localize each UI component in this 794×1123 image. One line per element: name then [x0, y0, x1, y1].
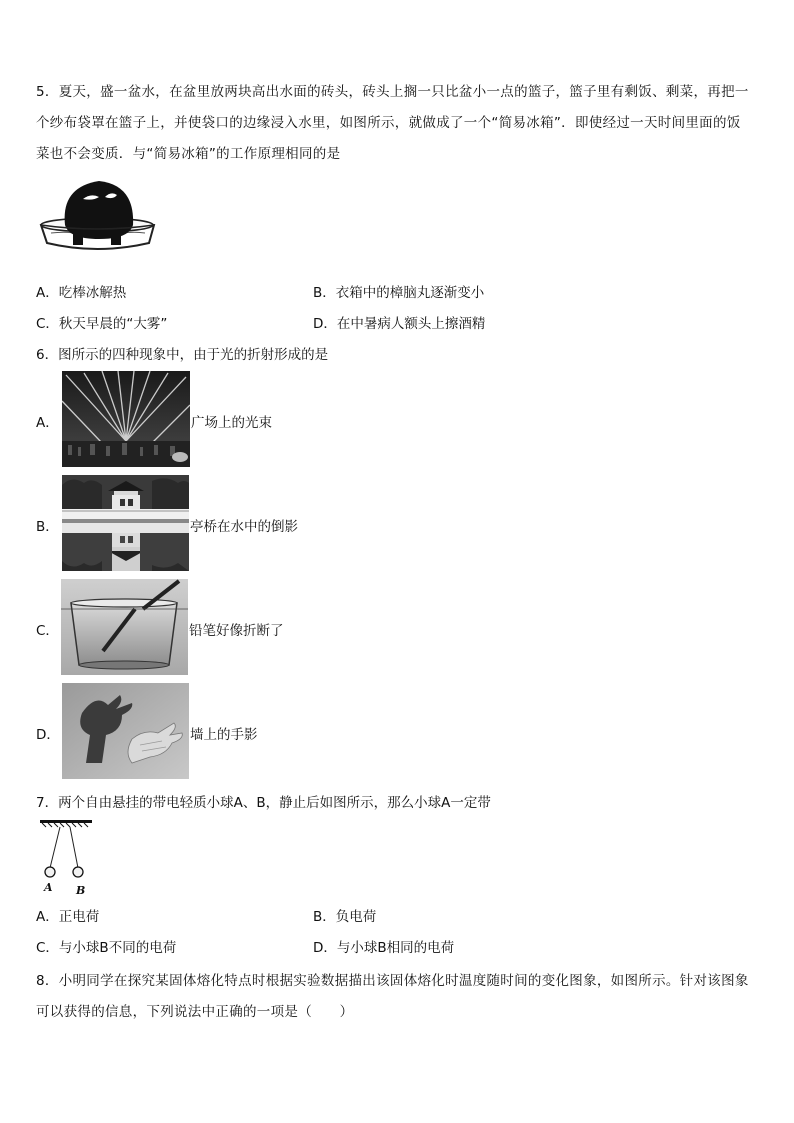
- q6-option-b-caption: 亭桥在水中的倒影: [190, 519, 298, 535]
- question-8-stem: [36, 966, 758, 1028]
- q7-option-d[interactable]: D．与小球B相同的电荷: [313, 940, 455, 956]
- q6-option-d-image[interactable]: [62, 683, 189, 779]
- q7-label-a: A: [44, 881, 53, 894]
- q7-option-b[interactable]: B．负电荷: [313, 909, 377, 925]
- question-7-stem: 7．两个自由悬挂的带电轻质小球A、B，静止后如图所示，那么小球A一定带: [36, 795, 491, 811]
- q6-option-b-letter[interactable]: B．: [36, 519, 59, 535]
- q6-option-a-caption: 广场上的光束: [191, 415, 272, 431]
- q5-line-2: 个纱布袋罩在篮子上，并使袋口的边缘浸入水里，如图所示，就做成了一个“简易冰箱”．即使经过一天时间里面的饭: [36, 115, 741, 131]
- question-6-stem: 6．图所示的四种现象中，由于光的折射形成的是: [36, 347, 329, 363]
- q6-option-c-caption: 铅笔好像折断了: [189, 623, 284, 639]
- q6-option-c-image[interactable]: [61, 579, 188, 675]
- q8-line-2: 可以获得的信息，下列说法中正确的一项是（ ）: [36, 1004, 354, 1020]
- q6-option-a-letter[interactable]: A．: [36, 415, 59, 431]
- q5-option-a[interactable]: A．吃棒冰解热: [36, 285, 127, 301]
- q6-option-b-image[interactable]: [62, 475, 189, 571]
- q5-option-b[interactable]: B．衣箱中的樟脑丸逐渐变小: [313, 285, 485, 301]
- q6-option-a-image[interactable]: [62, 371, 190, 467]
- question-5-stem: [36, 77, 758, 170]
- q7-option-c[interactable]: C．与小球B不同的电荷: [36, 940, 177, 956]
- q5-line-1: 5．夏天，盛一盆水，在盆里放两块高出水面的砖头，砖头上搁一只比盆小一点的篮子，篮子里有剩饭、剩菜，再把一: [36, 84, 749, 100]
- q6-option-d-caption: 墙上的手影: [190, 727, 258, 743]
- q5-option-c[interactable]: C．秋天早晨的“大雾”: [36, 316, 168, 332]
- q7-hanging-balls-figure: [38, 818, 94, 896]
- q6-option-d-letter[interactable]: D．: [36, 727, 60, 743]
- q8-line-1: 8．小明同学在探究某固体熔化特点时根据实验数据描出该固体熔化时温度随时间的变化图象，如图所示。针对该图象: [36, 973, 749, 989]
- q7-option-a[interactable]: A．正电荷: [36, 909, 100, 925]
- q7-label-b: B: [76, 884, 86, 896]
- q5-fridge-figure: [37, 173, 158, 268]
- q6-option-c-letter[interactable]: C．: [36, 623, 59, 639]
- q5-line-3: 菜也不会变质．与“简易冰箱”的工作原理相同的是: [36, 146, 341, 162]
- q5-option-d[interactable]: D．在中暑病人额头上擦酒精: [313, 316, 486, 332]
